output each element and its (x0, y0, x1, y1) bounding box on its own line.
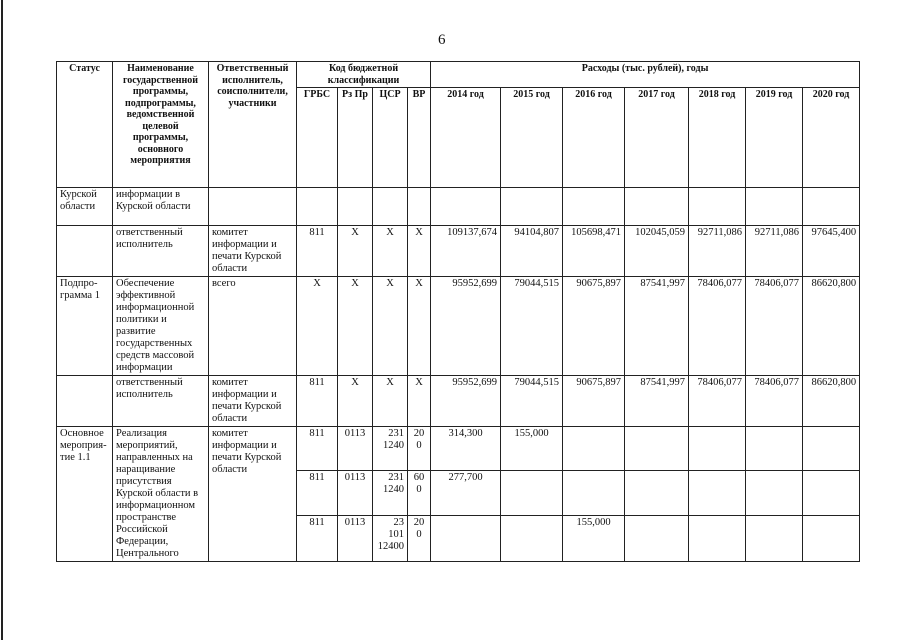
vr-cell: X (408, 277, 431, 376)
value-2018: 78406,077 (689, 277, 746, 376)
table-row (57, 226, 860, 277)
rzpr-cell: X (338, 277, 373, 376)
csr-cell: X (373, 226, 408, 277)
executor-cell: комитет информации и печати Курской области (209, 376, 297, 427)
value-2020: 86620,800 (803, 277, 860, 376)
executor-cell: комитет информации и печати Курской области (209, 226, 297, 277)
value-2019: 92711,086 (746, 226, 803, 277)
header-executor: Ответственный исполнитель, соисполнители, участники (209, 62, 297, 188)
name-cell: Обеспечение эффективной информационной политики и развитие государственных средств массовой информации (113, 277, 209, 376)
value-2015: 155,000 (501, 427, 563, 471)
budget-table (56, 61, 860, 562)
header-year-2014: 2014 год (431, 88, 501, 188)
header-year-2020: 2020 год (803, 88, 860, 188)
vr-cell: 20 0 (408, 427, 431, 471)
grbs-cell: 811 (297, 427, 338, 471)
csr-cell: X (373, 277, 408, 376)
value-2015: 94104,807 (501, 226, 563, 277)
table-row (57, 188, 860, 226)
value-2018: 92711,086 (689, 226, 746, 277)
csr-cell: 231 1240 (373, 470, 408, 515)
grbs-cell: 811 (297, 470, 338, 515)
name-cell: информации в Курской области (113, 188, 209, 226)
value-2020: 86620,800 (803, 376, 860, 427)
header-grbs: ГРБС (297, 88, 338, 188)
table-row (57, 277, 860, 376)
table-row (57, 376, 860, 427)
value-2017: 87541,997 (625, 277, 689, 376)
value-2014: 314,300 (431, 427, 501, 471)
value-2015: 79044,515 (501, 277, 563, 376)
table-row (57, 427, 860, 471)
value-2014: 277,700 (431, 470, 501, 515)
executor-cell: всего (209, 277, 297, 376)
rzpr-cell: 0113 (338, 427, 373, 471)
rzpr-cell: 0113 (338, 470, 373, 515)
page-number: 6 (438, 32, 446, 48)
executor-cell: комитет информации и печати Курской области (209, 427, 297, 562)
value-2014: 95952,699 (431, 277, 501, 376)
csr-cell: 23 101 12400 (373, 515, 408, 561)
page-left-border (1, 0, 3, 640)
status-cell: Курской области (57, 188, 113, 226)
vr-cell: X (408, 376, 431, 427)
header-status: Статус (57, 62, 113, 188)
value-2016: 155,000 (563, 515, 625, 561)
value-2014: 95952,699 (431, 376, 501, 427)
header-year-2015: 2015 год (501, 88, 563, 188)
header-rzpr: Рз Пр (338, 88, 373, 188)
rzpr-cell: X (338, 376, 373, 427)
header-vr: ВР (408, 88, 431, 188)
name-cell: Реализация мероприятий, направленных на наращивание присутствия Курской области в информационном пространстве Российской Федерации, Центрального (113, 427, 209, 562)
value-2020: 97645,400 (803, 226, 860, 277)
grbs-cell: 811 (297, 376, 338, 427)
vr-cell: 60 0 (408, 470, 431, 515)
value-2016: 105698,471 (563, 226, 625, 277)
header-year-2019: 2019 год (746, 88, 803, 188)
header-year-2017: 2017 год (625, 88, 689, 188)
header-budget-code: Код бюджетной классификации (297, 62, 431, 88)
header-csr: ЦСР (373, 88, 408, 188)
csr-cell: 231 1240 (373, 427, 408, 471)
status-cell: Основное мероприя-тие 1.1 (57, 427, 113, 562)
header-year-2018: 2018 год (689, 88, 746, 188)
value-2019: 78406,077 (746, 376, 803, 427)
rzpr-cell: 0113 (338, 515, 373, 561)
name-cell: ответственный исполнитель (113, 226, 209, 277)
header-year-2016: 2016 год (563, 88, 625, 188)
name-cell: ответственный исполнитель (113, 376, 209, 427)
grbs-cell: 811 (297, 226, 338, 277)
csr-cell: X (373, 376, 408, 427)
value-2018: 78406,077 (689, 376, 746, 427)
value-2016: 90675,897 (563, 277, 625, 376)
value-2019: 78406,077 (746, 277, 803, 376)
value-2017: 87541,997 (625, 376, 689, 427)
rzpr-cell: X (338, 226, 373, 277)
grbs-cell: X (297, 277, 338, 376)
grbs-cell: 811 (297, 515, 338, 561)
vr-cell: X (408, 226, 431, 277)
value-2014: 109137,674 (431, 226, 501, 277)
value-2017: 102045,059 (625, 226, 689, 277)
status-cell: Подпро-грамма 1 (57, 277, 113, 376)
value-2016: 90675,897 (563, 376, 625, 427)
vr-cell: 20 0 (408, 515, 431, 561)
header-expenses: Расходы (тыс. рублей), годы (431, 62, 860, 88)
value-2015: 79044,515 (501, 376, 563, 427)
header-name: Наименование государственной программы, подпрограммы, ведомственной целевой программы, основного мероприятия (113, 62, 209, 188)
